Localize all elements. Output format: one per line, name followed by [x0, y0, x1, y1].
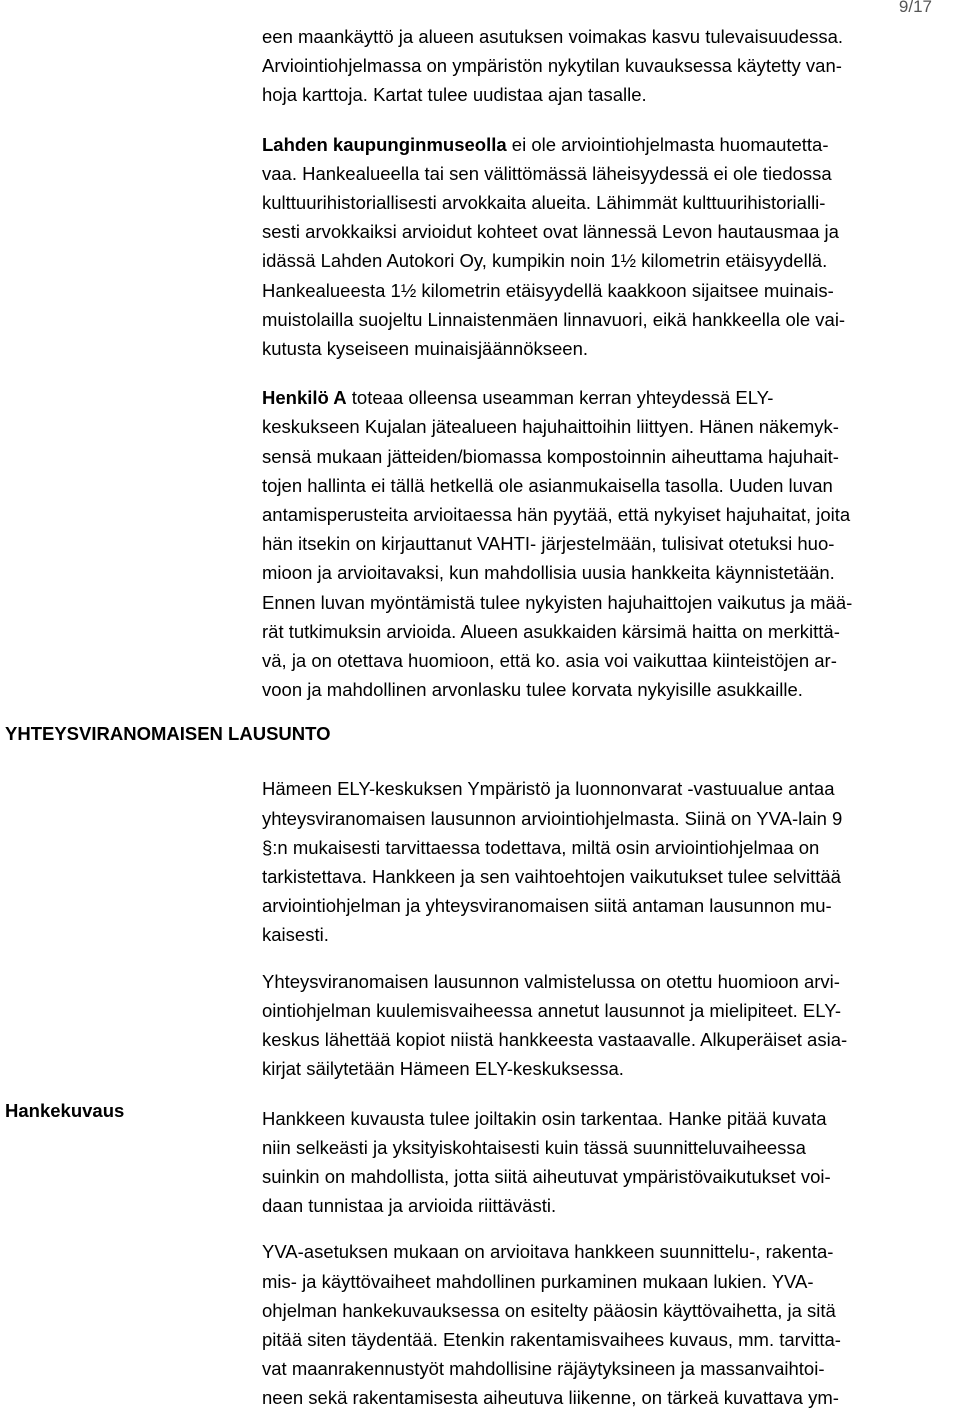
text-line: Hankkeen kuvausta tulee joiltakin osin tarkentaa. Hanke pitää kuvata: [262, 1107, 827, 1129]
text-line: Hankealueesta 1½ kilometrin etäisyydellä kaakkoon sijaitsee muinais-: [262, 279, 834, 301]
document-body: [262, 22, 958, 1413]
text-line: ointiohjelman kuulemisvaiheessa annetut lausunnot ja mielipiteet. ELY-: [262, 999, 841, 1021]
text-fragment: ei ole arviointiohjelmasta huomautetta-: [506, 133, 829, 155]
statement-author: Lahden kaupunginmuseolla: [262, 133, 507, 155]
text-line: vä, ja on otettava huomioon, että ko. asia voi vaikuttaa kiinteistöjen ar-: [262, 650, 837, 672]
text-line: keskukseen Kujalan jätealueen hajuhaittoihin liittyen. Hänen näkemyk-: [262, 416, 839, 438]
text-line: kutusta kyseiseen muinaisjäännökseen.: [262, 338, 588, 360]
text-line: keskus lähettää kopiot niistä hankkeesta vastaavalle. Alkuperäiset asia-: [262, 1029, 848, 1051]
paragraph-preparation: [262, 967, 958, 1084]
text-line: niin selkeästi ja yksityiskohtaisesti kuin tässä suunnitteluvaiheessa: [262, 1136, 806, 1158]
section-heading-hankekuvaus: Hankekuvaus: [5, 1100, 125, 1121]
text-line: hän itsekin on kirjauttanut VAHTI- järjestelmään, tulisivat otetuksi huo-: [262, 533, 835, 555]
text-line: mioon ja arvioitavaksi, kun mahdollisia uusia hankkeita käynnistetään.: [262, 562, 835, 584]
text-line: mis- ja käyttövaiheet mahdollinen purkaminen mukaan lukien. YVA-: [262, 1270, 814, 1292]
text-line: sensä mukaan jätteiden/biomassa kompostoinnin aiheuttama hajuhait-: [262, 445, 839, 467]
text-fragment: toteaa olleensa useamman kerran yhteydessä ELY-: [346, 387, 774, 409]
text-line: een maankäyttö ja alueen asutuksen voimakas kasvu tulevaisuudessa.: [262, 26, 844, 47]
text-line: §:n mukaisesti tarvittaessa todettava, miltä osin arviointiohjelmaa on: [262, 836, 820, 858]
text-line: idässä Lahden Autokori Oy, kumpikin noin 1½ kilometrin etäisyydellä.: [262, 250, 828, 272]
paragraph-museum-statement: [262, 130, 958, 364]
text-line: Yhteysviranomaisen lausunnon valmistelussa on otettu huomioon arvi-: [262, 970, 840, 992]
text-line: neen sekä rakentamisesta aiheutuva liikenne, on tärkeä kuvattava ym-: [262, 1387, 839, 1409]
text-line: [262, 130, 958, 159]
paragraph-project-description: [262, 1104, 958, 1221]
text-line: Ennen luvan myöntämistä tulee nykyisten hajuhaittojen vaikutus ja mää-: [262, 591, 853, 613]
text-line: yhteysviranomaisen lausunnon arviointiohjelmasta. Siinä on YVA-lain 9: [262, 807, 843, 829]
text-line: vat maanrakennustyöt mahdollisine räjäytyksineen ja massanvaihtoi-: [262, 1358, 825, 1380]
text-line: tojen hallinta ei tällä hetkellä ole asianmukaisella tasolla. Uuden luvan: [262, 474, 833, 496]
paragraph-land-use: [262, 22, 958, 110]
text-line: tarkistettava. Hankkeen ja sen vaihtoehtojen vaikutukset tulee selvittää: [262, 866, 841, 888]
text-line: sesti arvokkaiksi arvioidut kohteet ovat lännessä Levon hautausmaa ja: [262, 221, 839, 243]
page-number: 9/17: [898, 0, 932, 16]
text-line: daan tunnistaa ja arvioida riittävästi.: [262, 1195, 557, 1217]
text-line: arviointiohjelman ja yhteysviranomaisen siitä antaman lausunnon mu-: [262, 895, 832, 917]
paragraph-ely-statement: [262, 774, 958, 949]
text-line: [262, 383, 958, 412]
section-heading-yhteysviranomaisen-lausunto: YHTEYSVIRANOMAISEN LAUSUNTO: [5, 723, 331, 744]
text-line: antamisperusteita arvioitaessa hän pyytää, että nykyiset hajuhaitat, joita: [262, 504, 851, 526]
text-line: voon ja mahdollinen arvonlasku tulee korvata nykyisille asukkaille.: [262, 679, 803, 701]
text-line: Arviointiohjelmassa on ympäristön nykytilan kuvauksessa käytetty van-: [262, 55, 842, 77]
text-line: Hämeen ELY-keskuksen Ympäristö ja luonnonvarat -vastuualue antaa: [262, 778, 835, 800]
text-line: YVA-asetuksen mukaan on arvioitava hankkeen suunnittelu-, rakenta-: [262, 1241, 834, 1263]
text-line: rät tutkimuksin arvioida. Alueen asukkaiden kärsimä haitta on merkittä-: [262, 620, 840, 642]
text-line: ohjelman hankekuvauksessa on esitelty pääosin käyttövaihetta, ja sitä: [262, 1299, 836, 1321]
statement-author: Henkilö A: [262, 387, 347, 409]
text-line: kulttuurihistoriallisesti arvokkaita alueita. Lähimmät kulttuurihistorialli-: [262, 192, 826, 214]
text-line: kaisesti.: [262, 924, 329, 946]
paragraph-person-a-statement: [262, 383, 958, 704]
text-line: kirjat säilytetään Hämeen ELY-keskuksessa.: [262, 1058, 624, 1080]
text-line: muistolailla suojeltu Linnaistenmäen linnavuori, eikä hankkeella ole vai-: [262, 308, 846, 330]
text-line: suinkin on mahdollista, jotta siitä aiheutuvat ympäristövaikutukset voi-: [262, 1165, 831, 1187]
text-line: hoja karttoja. Kartat tulee uudistaa ajan tasalle.: [262, 84, 647, 106]
text-line: pitää siten täydentää. Etenkin rakentamisvaihees kuvaus, mm. tarvitta-: [262, 1328, 841, 1350]
text-line: vaa. Hankealueella tai sen välittömässä läheisyydessä ei ole tiedossa: [262, 162, 832, 184]
paragraph-yva-decree: [262, 1237, 958, 1412]
